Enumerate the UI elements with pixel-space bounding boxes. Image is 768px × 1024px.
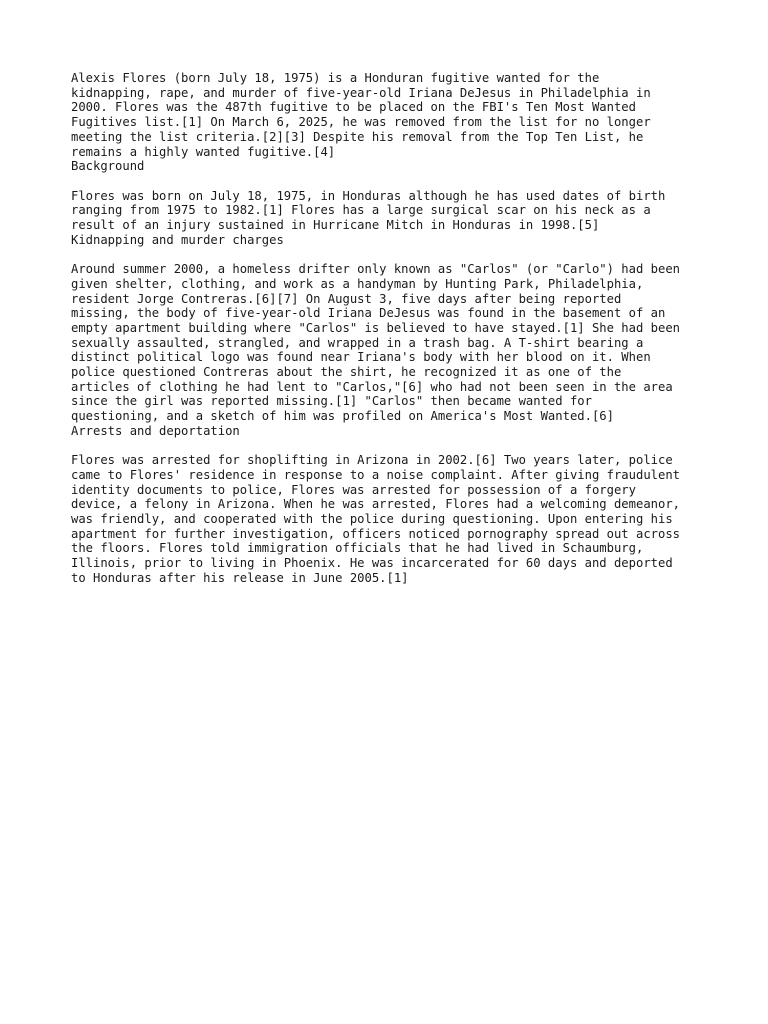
section-heading-kidnapping: Kidnapping and murder charges xyxy=(71,232,284,247)
section-body-background: Flores was born on July 18, 1975, in Honduras although he has used dates of birth ranging from 1975 to 1982.[1] Flores has a large surgical scar on his neck as a result of an injury sustained in Hurricane Mitch in Honduras in 1998.[5] xyxy=(71,188,666,233)
section-heading-background: Background xyxy=(71,159,145,174)
intro-paragraph: Alexis Flores (born July 18, 1975) is a Honduran fugitive wanted for the kidnapping, rape, and murder of five-year-old Iriana DeJesus in Philadelphia in 2000. Flores was the 487th fugitive to be placed on the FBI's Ten Most Wanted Fugitives list.[1] On March 6, 2025, he was removed from the list for no longer meeting the list criteria.[2][3] Despite his removal from the Top Ten List, he remains a highly wanted fugitive.[4] xyxy=(71,71,651,159)
section-heading-arrests: Arrests and deportation xyxy=(71,423,240,438)
document-page xyxy=(71,71,711,586)
section-body-kidnapping: Around summer 2000, a homeless drifter only known as "Carlos" (or "Carlo") had been given shelter, clothing, and work as a handyman by Hunting Park, Philadelphia, resident Jorge Contreras.[6][7] On August 3, five days after being reported missing, the body of five-year-old Iriana DeJesus was found in the basement of an empty apartment building where "Carlos" is believed to have stayed.[1] She had been sexually assaulted, strangled, and wrapped in a trash bag. A T-shirt bearing a distinct political logo was found near Iriana's body with her blood on it. When police questioned Contreras about the shirt, he recognized it as one of the articles of clothing he had lent to "Carlos,"[6] who had not been seen in the area since the girl was reported missing.[1] "Carlos" then became wanted for questioning, and a sketch of him was profiled on America's Most Wanted.[6] xyxy=(71,262,681,424)
section-body-arrests: Flores was arrested for shoplifting in Arizona in 2002.[6] Two years later, police came to Flores' residence in response to a noise complaint. After giving fraudulent identity documents to police, Flores was arrested for possession of a forgery device, a felony in Arizona. When he was arrested, Flores had a welcoming demeanor, was friendly, and cooperated with the police during questioning. Upon entering his apartment for further investigation, officers noticed pornography spread out across the floors. Flores told immigration officials that he had lived in Schaumburg, Illinois, prior to living in Phoenix. He was incarcerated for 60 days and deported to Honduras after his release in June 2005.[1] xyxy=(71,453,681,585)
